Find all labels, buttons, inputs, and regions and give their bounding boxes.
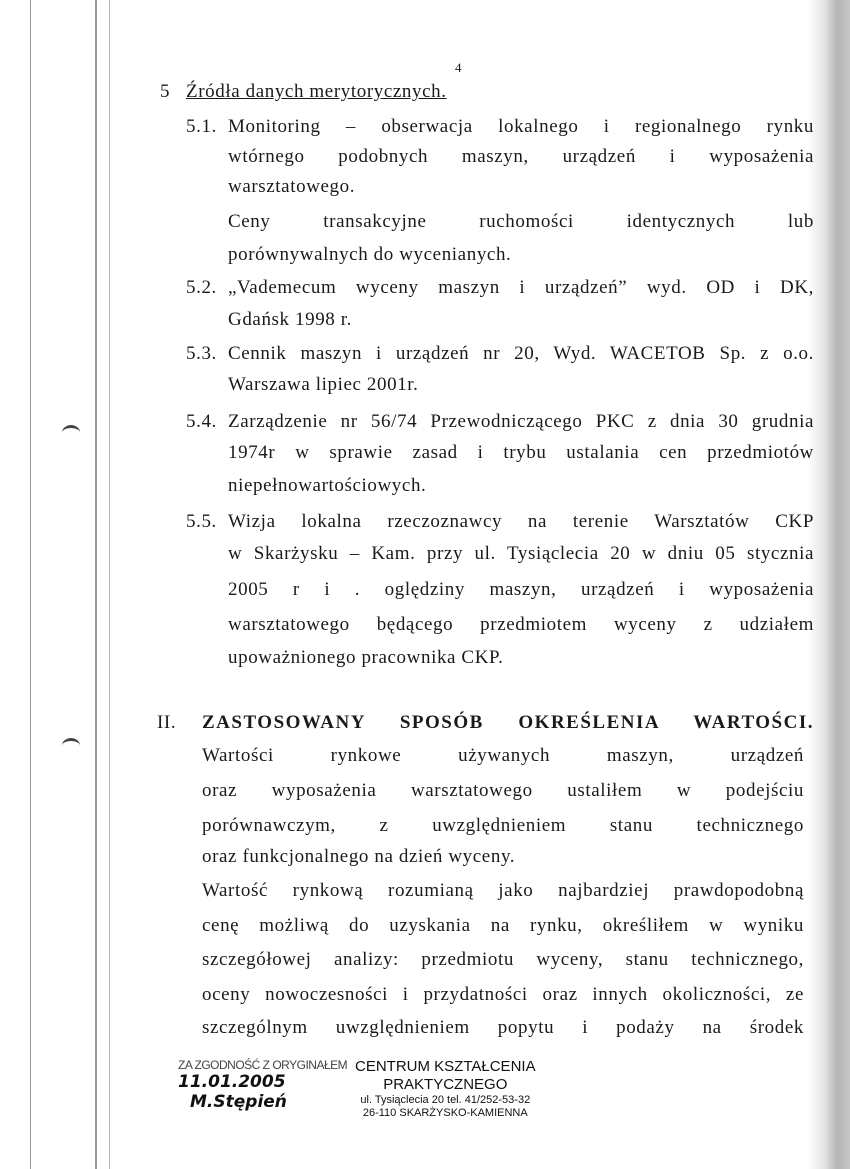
item-number: 5.1. xyxy=(186,116,217,137)
item-number: 5.3. xyxy=(186,343,217,364)
paragraph-line: oraz wyposażenia warsztatowego ustaliłem w podejściu xyxy=(202,780,804,801)
item-text-line: Ceny transakcyjne ruchomości identycznych lub xyxy=(228,211,814,232)
item-text-line: warsztatowego. xyxy=(228,176,356,197)
item-text-line: 2005 r i . oględziny maszyn, urządzeń i wyposażenia xyxy=(228,579,814,600)
item-text-line: Zarządzenie nr 56/74 Przewodniczącego PKC z dnia 30 grudnia xyxy=(228,411,814,432)
item-text-line: „Vademecum wyceny maszyn i urządzeń” wyd. OD i DK, xyxy=(228,277,814,298)
signature: M.Stępień xyxy=(190,1092,287,1112)
paragraph-line: porównawczym, z uwzględnieniem stanu technicznego xyxy=(202,815,804,836)
stamp-line: 26-110 SKARŻYSKO-KAMIENNA xyxy=(362,1107,528,1119)
item-text-line: Warszawa lipiec 2001r. xyxy=(228,374,419,395)
item-text-line: Gdańsk 1998 r. xyxy=(228,309,352,330)
item-text-line: warsztatowego będącego przedmiotem wyceny z udziałem xyxy=(228,614,814,635)
item-text-line: upoważnionego pracownika CKP. xyxy=(228,647,504,668)
item-text-line: w Skarżysku – Kam. przy ul. Tysiąclecia 20 w dniu 05 stycznia xyxy=(228,543,814,564)
scan-shadow xyxy=(808,0,850,1169)
paragraph-line: szczególnym uwzględnieniem popytu i podaży na środek xyxy=(202,1017,804,1038)
section-heading: ZASTOSOWANY SPOSÓB OKREŚLENIA WARTOŚCI. xyxy=(202,712,814,733)
stamp-line: PRAKTYCZNEGO xyxy=(383,1076,508,1093)
punch-hole xyxy=(62,425,80,440)
item-text-line: wtórnego podobnych maszyn, urządzeń i wyposażenia xyxy=(228,146,814,167)
paragraph-line: cenę możliwą do uzyskania na rynku, określiłem w wyniku xyxy=(202,915,804,936)
certified-copy-stamp xyxy=(178,1058,347,1112)
item-text-line: Wizja lokalna rzeczoznawcy na terenie Warsztatów CKP xyxy=(228,511,814,532)
item-number: 5.2. xyxy=(186,277,217,298)
item-text-line: Cennik maszyn i urządzeń nr 20, Wyd. WACETOB Sp. z o.o. xyxy=(228,343,814,364)
item-text-line: porównywalnych do wycenianych. xyxy=(228,244,512,265)
handwritten-date: 11.01.2005 xyxy=(178,1072,286,1092)
item-text-line: 1974r w sprawie zasad i trybu ustalania cen przedmiotów xyxy=(228,442,814,463)
paragraph-line: oraz funkcjonalnego na dzień wyceny. xyxy=(202,846,516,867)
institution-stamp xyxy=(355,1058,536,1120)
paragraph-line: Wartości rynkowe używanych maszyn, urządzeń xyxy=(202,745,804,766)
punch-hole xyxy=(62,738,80,753)
item-number: 5.4. xyxy=(186,411,217,432)
section-number: 5 xyxy=(160,81,171,102)
binder-edge xyxy=(95,0,110,1169)
item-text-line: niepełnowartościowych. xyxy=(228,475,427,496)
paragraph-line: szczegółowej analizy: przedmiotu wyceny, stanu technicznego, xyxy=(202,949,804,970)
paragraph-line: Wartość rynkową rozumianą jako najbardziej prawdopodobną xyxy=(202,880,804,901)
stamp-line: ul. Tysiąclecia 20 tel. 41/252-53-32 xyxy=(360,1094,531,1106)
section-heading: Źródła danych merytorycznych. xyxy=(186,81,447,102)
page-number: 4 xyxy=(455,60,463,75)
stamp-line: CENTRUM KSZTAŁCENIA xyxy=(355,1058,536,1075)
item-text-line: Monitoring – obserwacja lokalnego i regionalnego rynku xyxy=(228,116,814,137)
paragraph-line: oceny nowoczesności i przydatności oraz innych okoliczności, ze xyxy=(202,984,804,1005)
stamp-text: ZA ZGODNOŚĆ Z ORYGINAŁEM xyxy=(178,1058,348,1072)
section-number: II. xyxy=(157,712,177,733)
item-number: 5.5. xyxy=(186,511,217,532)
scan-edge xyxy=(30,0,31,1169)
